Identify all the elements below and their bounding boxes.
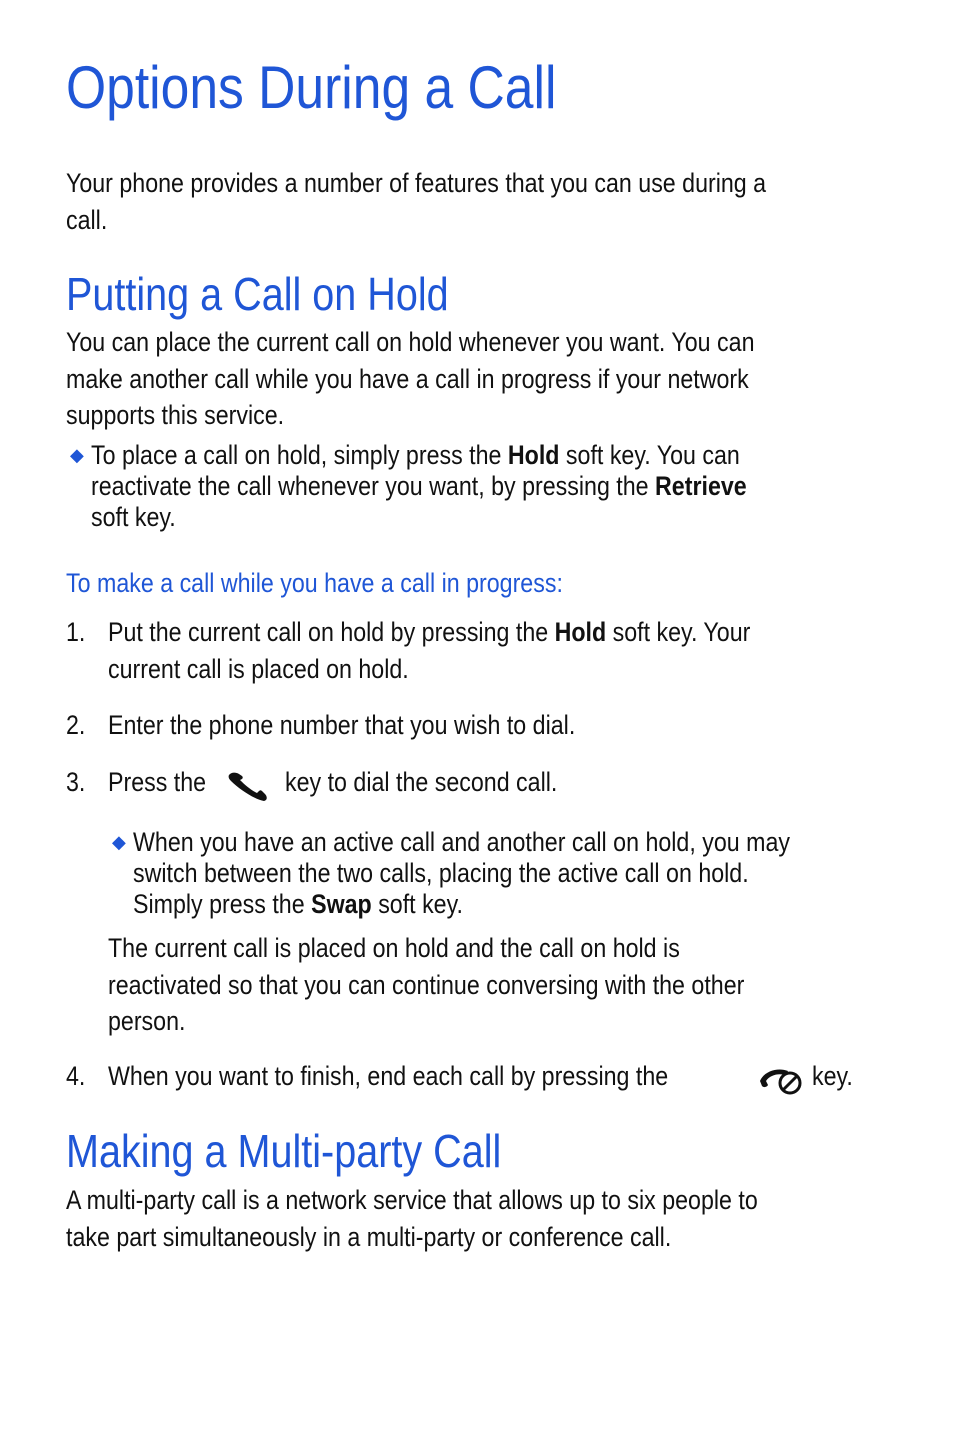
step-3-note (108, 930, 848, 1040)
text-run: Your phone provides a number of features that you can use during a (66, 168, 767, 198)
swap-bullet (112, 827, 892, 920)
subheading-call-in-progress (66, 570, 644, 597)
text-run: Options During a Call (66, 54, 557, 121)
step-1 (66, 614, 89, 651)
text-run: Putting a Call on Hold (66, 268, 449, 320)
text-run: current call is placed on hold. (108, 653, 409, 684)
step-number: 1. (66, 617, 86, 647)
text-run: Hold (554, 617, 607, 647)
text-run: You can place the current call on hold whenever you want. You can (66, 327, 755, 357)
text-run: Swap (311, 889, 372, 919)
text-run: key. (812, 1061, 853, 1091)
step-3-text (108, 764, 558, 801)
text-run: A multi-party call is a network service that allows up to six people to (66, 1185, 758, 1215)
intro-paragraph (66, 165, 880, 238)
step-1-text (108, 614, 855, 687)
multiparty-paragraph (66, 1182, 870, 1255)
end-key-icon (758, 1059, 806, 1107)
section-heading-multiparty (66, 1125, 572, 1177)
text-run: Retrieve (655, 471, 747, 501)
text-run: key to dial the second call. (285, 767, 558, 797)
text-run: soft key. You can (559, 440, 740, 470)
section-heading-hold (66, 268, 511, 320)
diamond-bullet-icon: ◆ (112, 832, 126, 852)
text-run: Press the (108, 767, 207, 797)
step-2-text (108, 707, 651, 744)
text-run: take part simultaneously in a multi-party or conference call. (66, 1221, 672, 1252)
step-2 (66, 707, 89, 744)
text-run: soft key. (371, 889, 463, 919)
text-run: Enter the phone number that you wish to dial. (108, 710, 576, 740)
text-run: person. (108, 1006, 186, 1036)
step-number: 3. (66, 767, 86, 797)
step-3 (66, 764, 89, 801)
step-number: 2. (66, 710, 86, 740)
hold-bullet (70, 440, 870, 533)
text-run: Simply press the (133, 889, 312, 919)
text-run: supports this service. (66, 400, 285, 430)
text-run: soft key. Your (606, 617, 751, 647)
text-run: Hold (507, 440, 560, 470)
text-run: The current call is placed on hold and the call on hold is (108, 933, 680, 963)
hold-paragraph (66, 324, 867, 434)
text-run: reactivated so that you can continue conversing with the other (108, 969, 745, 1000)
send-key-icon (226, 766, 276, 812)
page-title (66, 54, 636, 121)
text-run: Making a Multi-party Call (66, 1125, 502, 1177)
text-run: Put the current call on hold by pressing the (108, 617, 555, 647)
step-4 (66, 1058, 89, 1095)
text-run: To make a call while you have a call in progress: (66, 568, 563, 598)
step-4-text (108, 1058, 853, 1095)
text-run: make another call while you have a call in progress if your network (66, 363, 749, 394)
text-run: reactivate the call whenever you want, by pressing the (91, 471, 656, 501)
text-run: To place a call on hold, simply press the (91, 440, 508, 470)
diamond-bullet-icon: ◆ (70, 445, 84, 465)
text-run: switch between the two calls, placing the active call on hold. (133, 858, 749, 888)
text-run: When you have an active call and another call on hold, you may (133, 827, 791, 857)
text-run: When you want to finish, end each call by pressing the (108, 1061, 669, 1091)
text-run: soft key. (91, 502, 176, 532)
step-number: 4. (66, 1061, 86, 1091)
text-run: call. (66, 204, 108, 235)
